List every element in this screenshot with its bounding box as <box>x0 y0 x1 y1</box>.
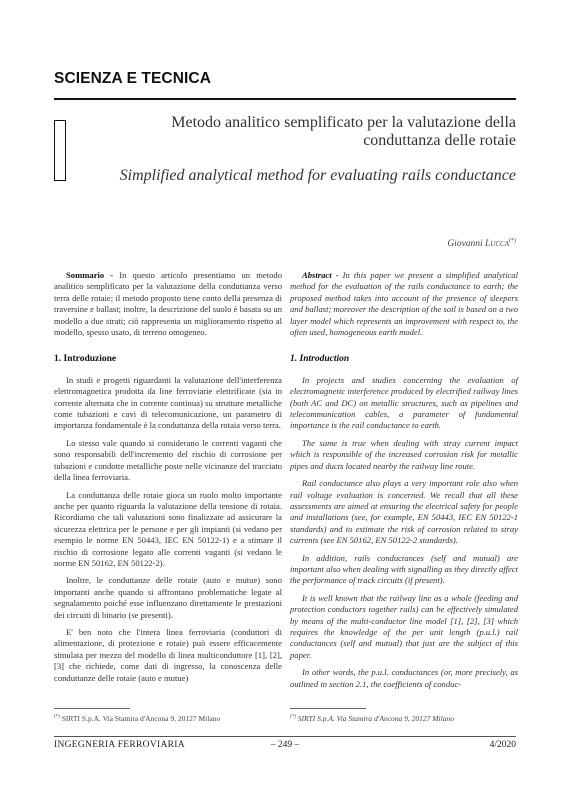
paragraph: Rail conductance also plays a very important role also when rail voltage evaluation is concerned. We recall that all these assessments are aimed at ensuring the electrical safety for people and installations (see, for example, EN 50443, IEC EN 50122-1 standards) and to estimate the risk of corrosion related to stray currents (see EN 50162, EN 50122-2 standards). <box>290 478 518 546</box>
paragraph: La conduttanza delle rotaie gioca un ruolo molto importante anche per quanto riguarda la valutazione della tensione di rotaia. Ricordiamo che tali valutazioni sono finalizzate ad assicurare la sicurezza elettrica per le persone e per gli impianti (si vedano per esempio le norme EN 50443, IEC EN 50122-1) e a stimare il rischio di corrosione legato alle correnti vaganti (si vedano le norme EN 50162, EN 50122-2). <box>54 489 282 568</box>
paragraph: The same is true when dealing with stray current impact which is responsible of the increased corrosion risk for metallic pipes and ducts located nearby the railway line route. <box>290 437 518 471</box>
abstract-label-english: Abstract - <box>302 270 339 280</box>
footer-journal: INGEGNERIA FERROVIARIA <box>54 740 185 750</box>
footer-page-number: – 249 – <box>270 740 300 750</box>
paragraph: In studi e progetti riguardanti la valutazione dell'interferenza elettromagnetica prodotta da line ferroviarie elettrificate (sia in corrente alternata che in corrente continua) su strutture metalliche come tubazioni e cavi di telecomunicazione, un parametro di importanza fondamentale è la conduttanza della rotaia verso terra. <box>54 374 282 431</box>
section-header: SCIENZA E TECNICA <box>54 70 211 87</box>
paragraph: E' ben noto che l'intera linea ferroviaria (conduttori di alimentazione, di protezione e rotaie) può essere efficacemente simulata per mezzo del modello di linea multiconduttore [1], [2], [3] che richiede, come dati di ingresso, la conoscenza delle conduttanze delle rotaie (auto e mutue) <box>54 626 282 683</box>
author-first-name: Giovanni <box>447 239 483 250</box>
footer-rule <box>54 736 516 737</box>
paragraph: Lo stesso vale quando si considerano le correnti vaganti che sono responsabili dell'incremento del rischio di corrosione per tubazioni e condotte metalliche poste nelle vicinanze del tracciato della linea ferroviaria. <box>54 437 282 483</box>
paragraph: Inoltre, le conduttanze delle rotaie (auto e mutue) sono importanti anche quando si affrontano problematiche legate al segnalamento poiché esse influenzano direttamente le prestazioni dei circuiti di binario (se presenti). <box>54 575 282 620</box>
footnote-rule-right <box>290 708 366 709</box>
footer-issue: 4/2020 <box>489 740 516 750</box>
footnote-text: SIRTI S.p.A. Via Stamira d'Ancona 9, 20127 Milano <box>297 714 454 723</box>
author-last-name: Lucca <box>485 239 509 250</box>
heading-introduction: 1. Introduction <box>290 354 350 365</box>
abstract-label-italian: Sommario - <box>66 270 114 280</box>
heading-introduzione: 1. Introduzione <box>54 354 117 365</box>
footnote-italian <box>54 714 220 723</box>
title-italian: Metodo analitico semplificato per la valutazione della conduttanza delle rotaie <box>171 114 516 149</box>
author <box>447 238 516 249</box>
abstract-text-english: In this paper we present a simplified analytical method for the evaluation of the rails conductance to earth; the proposed method takes into account of the presence of sleepers and ballast; moreover the description of the soil is based on a two layer model which represents an improvement with respect to, the often used, homogeneous earth model. <box>290 270 518 338</box>
footnote-mark: (*) <box>54 714 60 720</box>
abstract-italian <box>54 270 282 338</box>
decorative-bracket <box>54 120 66 181</box>
italian-column <box>54 270 282 690</box>
abstract-english <box>290 270 518 338</box>
paragraph: It is well known that the railway line as a whole (feeding and protection conductors together rails) can be effectively simulated by means of the multi-conductor line model [1], [2], [3] which requires the knowledge of the per unit length (p.u.l.) rail conductances (self and mutual) that just are the subject of this paper. <box>290 592 518 660</box>
english-column <box>290 270 518 696</box>
footnote-english <box>290 714 454 723</box>
paragraph: In projects and studies concerning the evaluation of electromagnetic interference produced by electrified railway lines (both AC and DC) on metallic structures, such as pipelines and telecommunication cables, a parameter of fundamental importance is the rail conductance to earth. <box>290 374 518 431</box>
header-rule <box>54 98 516 100</box>
title-english: Simplified analytical method for evaluating rails conductance <box>119 167 516 184</box>
footnote-text: SIRTI S.p.A. Via Stamira d'Ancona 9, 20127 Milano <box>61 714 221 723</box>
footnote-rule-left <box>54 708 130 709</box>
footnote-mark: (*) <box>290 714 296 720</box>
author-footnote-mark: (*) <box>509 238 516 244</box>
abstract-text-italian: In questo articolo presentiamo un metodo analitico semplificato per la valutazione della conduttanza verso terra delle rotaie; il metodo proposto tiene conto della presenza di traversine e ballast; inoltre, la descrizione del suolo è basata su un modello a due strati; ciò rappresenta un miglioramento rispetto al modello, spesso usato, di terreno omogeneo. <box>54 270 282 338</box>
paragraph: In other words, the p.u.l. conductances (or, more precisely, as outlined in section 2.1, the coefficients of conduc- <box>290 667 518 689</box>
paragraph: In addition, rails conductances (self and mutual) are important also when dealing with signalling as they directly affect the performance of track circuits (if present). <box>290 552 518 586</box>
